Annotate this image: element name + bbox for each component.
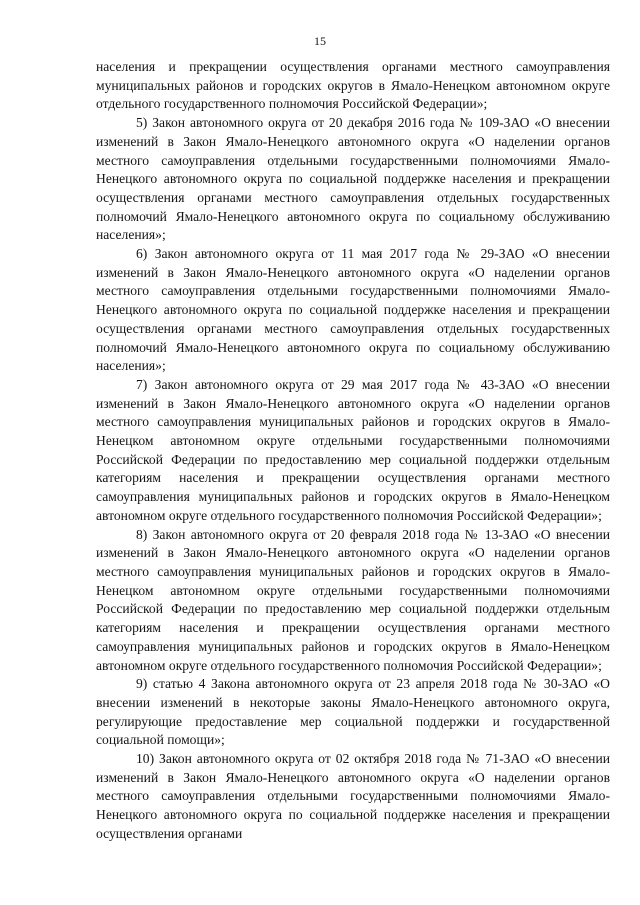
paragraph-item-10: 10) Закон автономного округа от 02 октября 2018 года № 71-ЗАО «О внесении изменений в Закон Ямало-Ненецкого автономного округа «О наделении органов местного самоуправления отдельными государственными полномочиями Ямало-Ненецкого автономного округа по социальной поддержке населения и прекращении осуществления органами <box>96 751 610 841</box>
paragraph-item-7: 7) Закон автономного округа от 29 мая 2017 года № 43-ЗАО «О внесении изменений в Закон Ямало-Ненецкого автономного округа «О наделении органов местного самоуправления муниципальных районов и городских округов в Ямало-Ненецком автономном округе отдельными государственными полномочиями Российской Федерации по предоставлению мер социальной поддержки отдельным категориям населения и прекращении осуществления органами местного самоуправления муниципальных районов и городских округов в Ямало-Ненецком автономном округе отдельного государственного полномочия Российской Федерации»; <box>96 376 610 523</box>
page-number: 15 <box>314 34 326 48</box>
paragraph-continuation: населения и прекращении осуществления органами местного самоуправления муниципальных районов и городских округов в Ямало-Ненецком автономном округе отдельного государственного полномочия Российской Федерации»; <box>96 59 610 112</box>
paragraph-item-6: 6) Закон автономного округа от 11 мая 2017 года № 29-ЗАО «О внесении изменений в Закон Ямало-Ненецкого автономного округа «О наделении органов местного самоуправления отдельными государственными полномочиями Ямало-Ненецкого автономного округа по социальной поддержке населения и прекращении осуществления органами местного самоуправления отдельных государственных полномочий Ямало-Ненецкого автономного округа по социальному обслуживанию населения»; <box>96 246 610 374</box>
paragraph-item-8: 8) Закон автономного округа от 20 февраля 2018 года № 13-ЗАО «О внесении изменений в Закон Ямало-Ненецкого автономного округа «О наделении органов местного самоуправления муниципальных районов и городских округов в Ямало-Ненецком автономном округе отдельными государственными полномочиями Российской Федерации по предоставлению мер социальной поддержки отдельным категориям населения и прекращении осуществления органами местного самоуправления муниципальных районов и городских округов в Ямало-Ненецком автономном округе отдельного государственного полномочия Российской Федерации»; <box>96 526 610 673</box>
paragraph-item-9: 9) статью 4 Закона автономного округа от 23 апреля 2018 года № 30-ЗАО «О внесении изменений в некоторые законы Ямало-Ненецкого автономного округа, регулирующие предоставление мер социальной поддержки и государственной социальной помощи»; <box>96 676 610 748</box>
document-body <box>96 58 610 844</box>
paragraph-item-5: 5) Закон автономного округа от 20 декабря 2016 года № 109-ЗАО «О внесении изменений в Закон Ямало-Ненецкого автономного округа «О наделении органов местного самоуправления отдельными государственными полномочиями Ямало-Ненецкого автономного округа по социальной поддержке населения и прекращении осуществления органами местного самоуправления отдельных государственных полномочий Ямало-Ненецкого автономного округа по социальному обслуживанию населения»; <box>96 115 610 243</box>
